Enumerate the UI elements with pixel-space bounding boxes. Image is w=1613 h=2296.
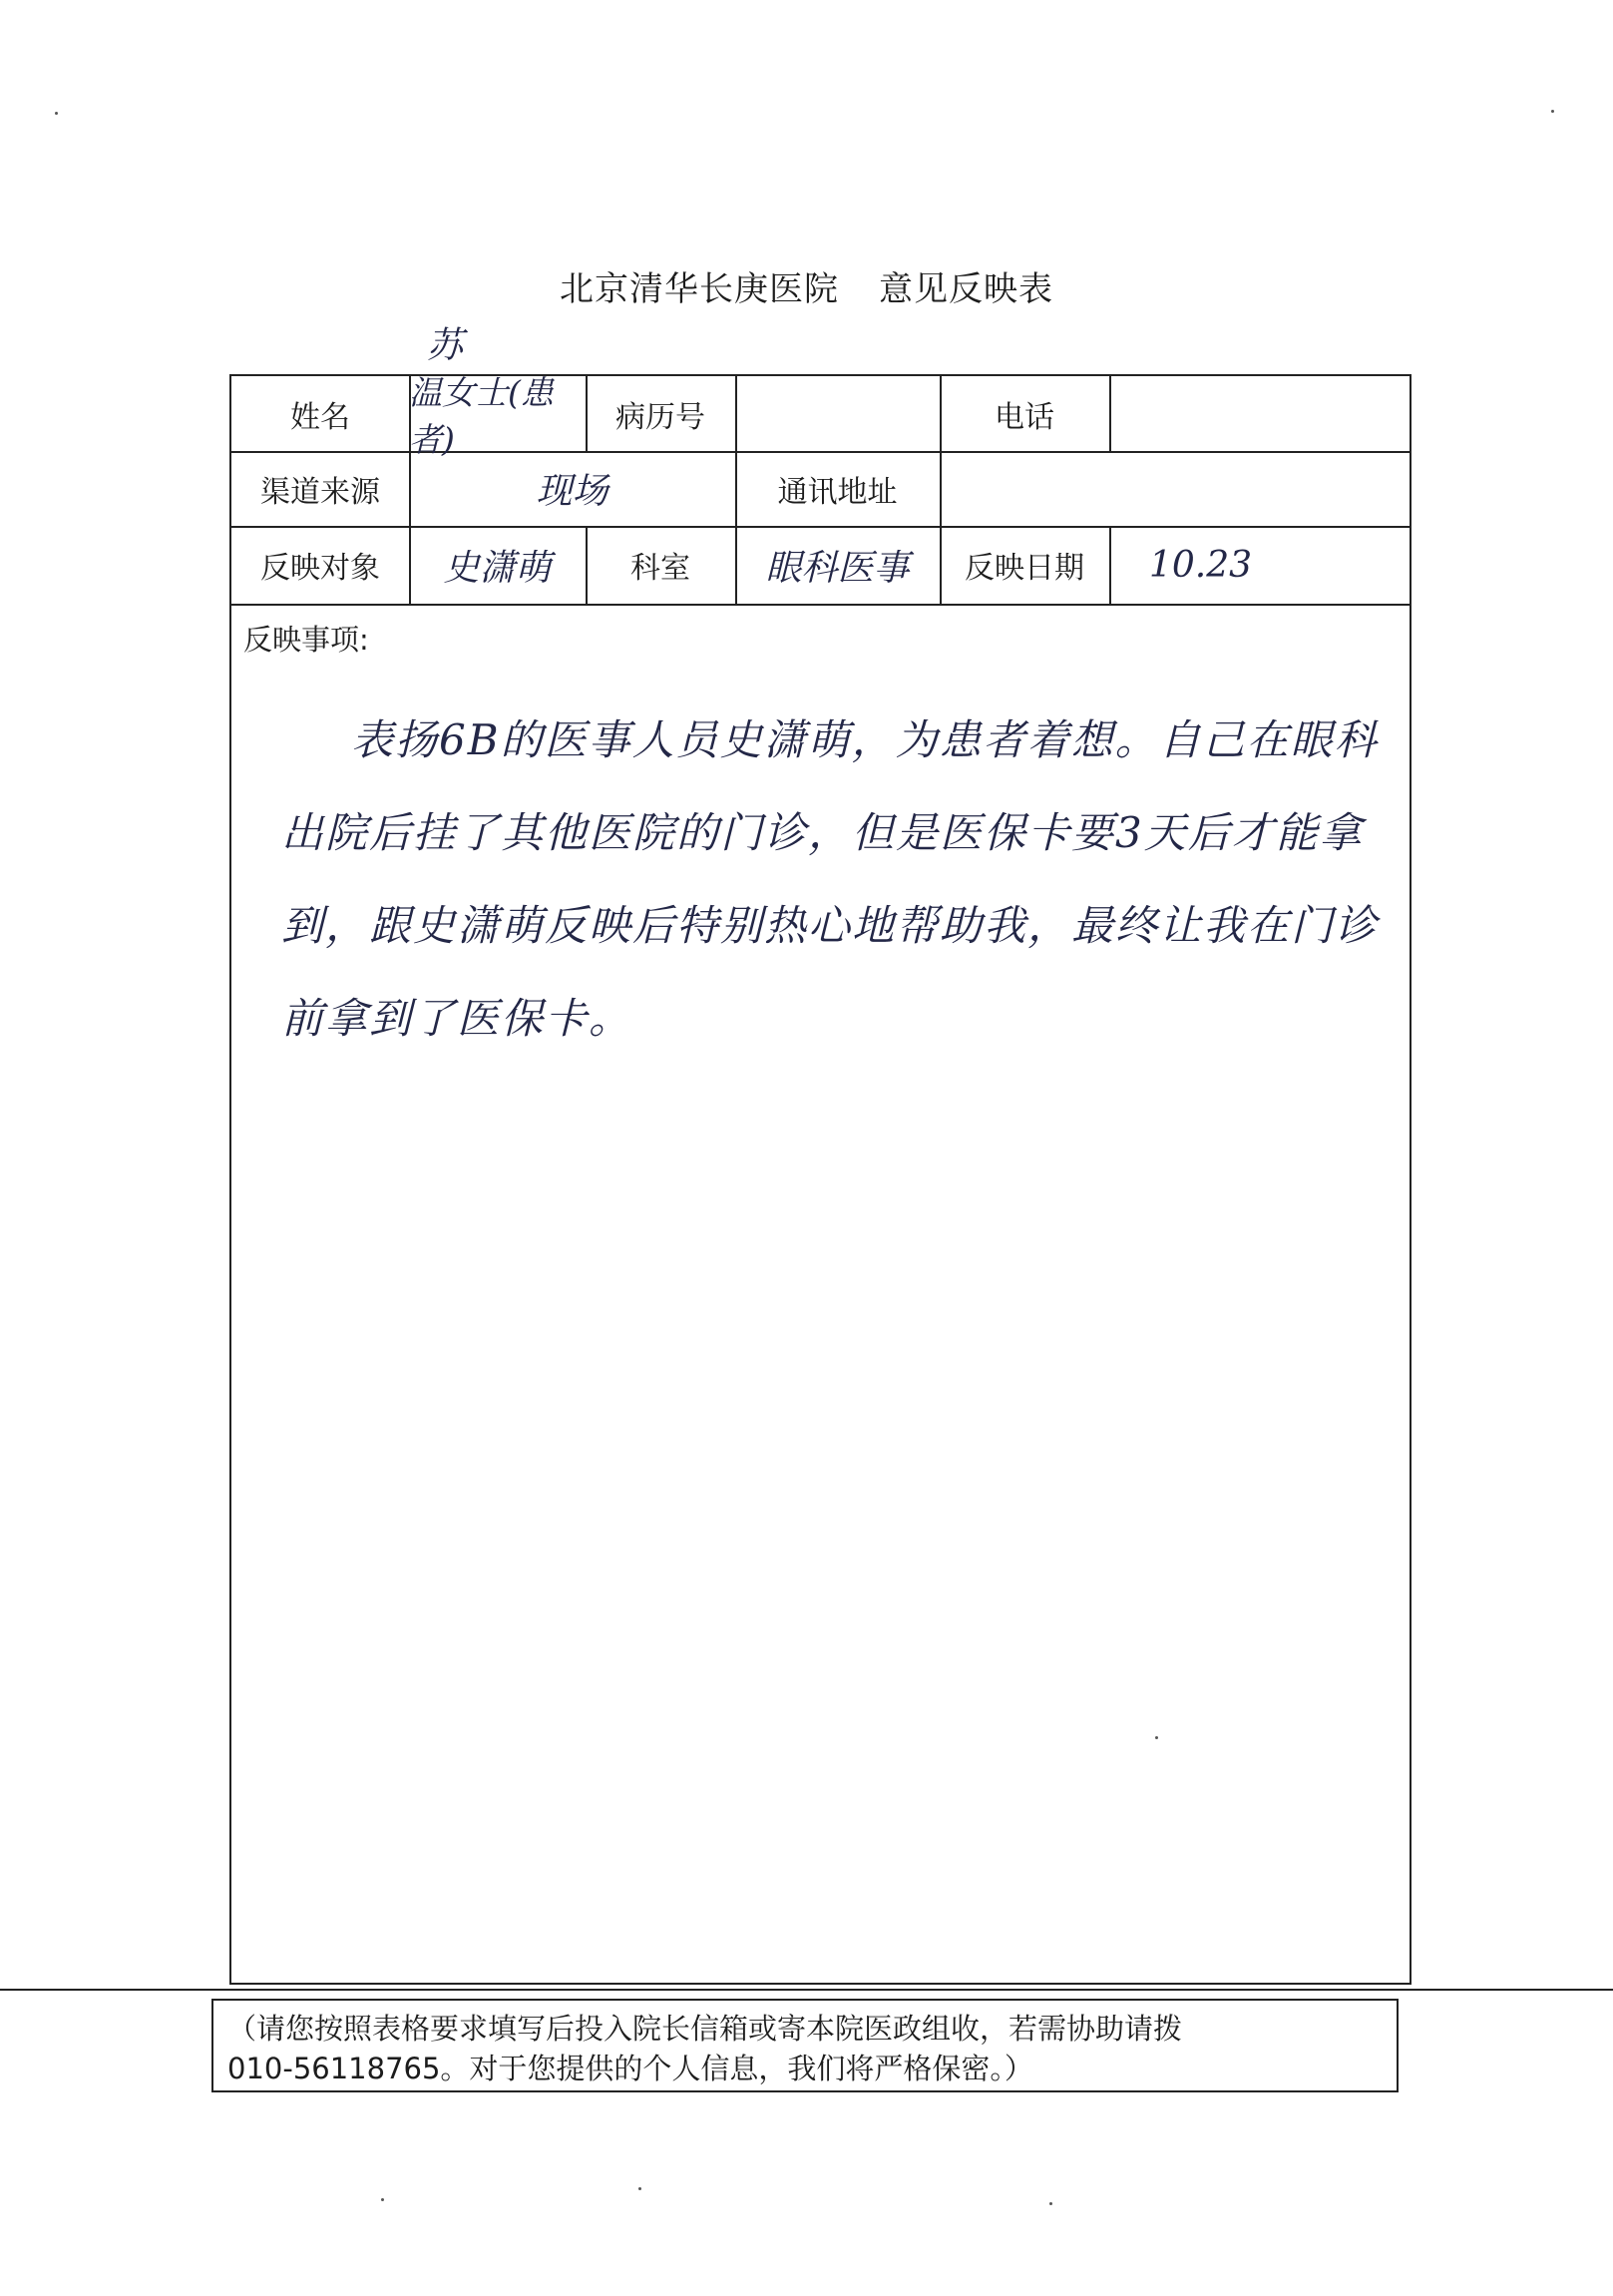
department-label: 科室 [630,551,690,586]
channel-label: 渠道来源 [260,474,380,510]
feedback-form [229,374,1411,1985]
name-value[interactable]: 温女士(患者) [409,372,554,459]
name-label: 姓名 [290,399,350,435]
scan-speck [1049,2202,1052,2205]
department-value[interactable]: 眼科医事 [765,547,910,589]
date-label: 反映日期 [965,551,1084,586]
form-title [0,261,1613,310]
form-name: 意见反映表 [879,269,1053,309]
footer-note [211,1999,1399,2092]
scan-speck [1155,1736,1158,1739]
record-number-value[interactable] [735,376,940,451]
footer-line-1: （请您按照表格要求填写后投入院长信箱或寄本院医政组收，若需协助请拨 [227,2012,1183,2046]
address-value[interactable] [940,451,1411,526]
phone-value[interactable] [1109,376,1411,451]
target-label: 反映对象 [260,551,380,586]
scan-speck [55,112,58,115]
footer-rule [0,1989,1613,1991]
address-label: 通讯地址 [777,474,898,510]
hospital-name: 北京清华长庚医院 [560,269,839,309]
matters-text[interactable]: 表扬6B的医事人员史潇萌，为患者着想。自己在眼科出院后挂了其他医院的门诊，但是医保卡要3天后才能拿到，跟史潇萌反映后特别热心地帮助我，最终让我在门诊前拿到了医保卡。 [281,715,1380,1043]
scan-speck [638,2187,641,2190]
target-value[interactable]: 史潇萌 [443,547,552,589]
date-value[interactable]: 10.23 [1149,544,1253,586]
matters-label: 反映事项: [243,623,369,657]
footer-line-2: 010-56118765。对于您提供的个人信息，我们将严格保密。） [227,2052,1033,2085]
scan-speck [1551,110,1554,113]
scan-speck [381,2198,384,2201]
channel-value[interactable]: 现场 [536,471,608,512]
phone-label: 电话 [995,399,1054,435]
matters-section [231,604,1410,1983]
handwritten-note-above-name: 苏 [427,325,464,366]
record-number-label: 病历号 [615,399,705,435]
